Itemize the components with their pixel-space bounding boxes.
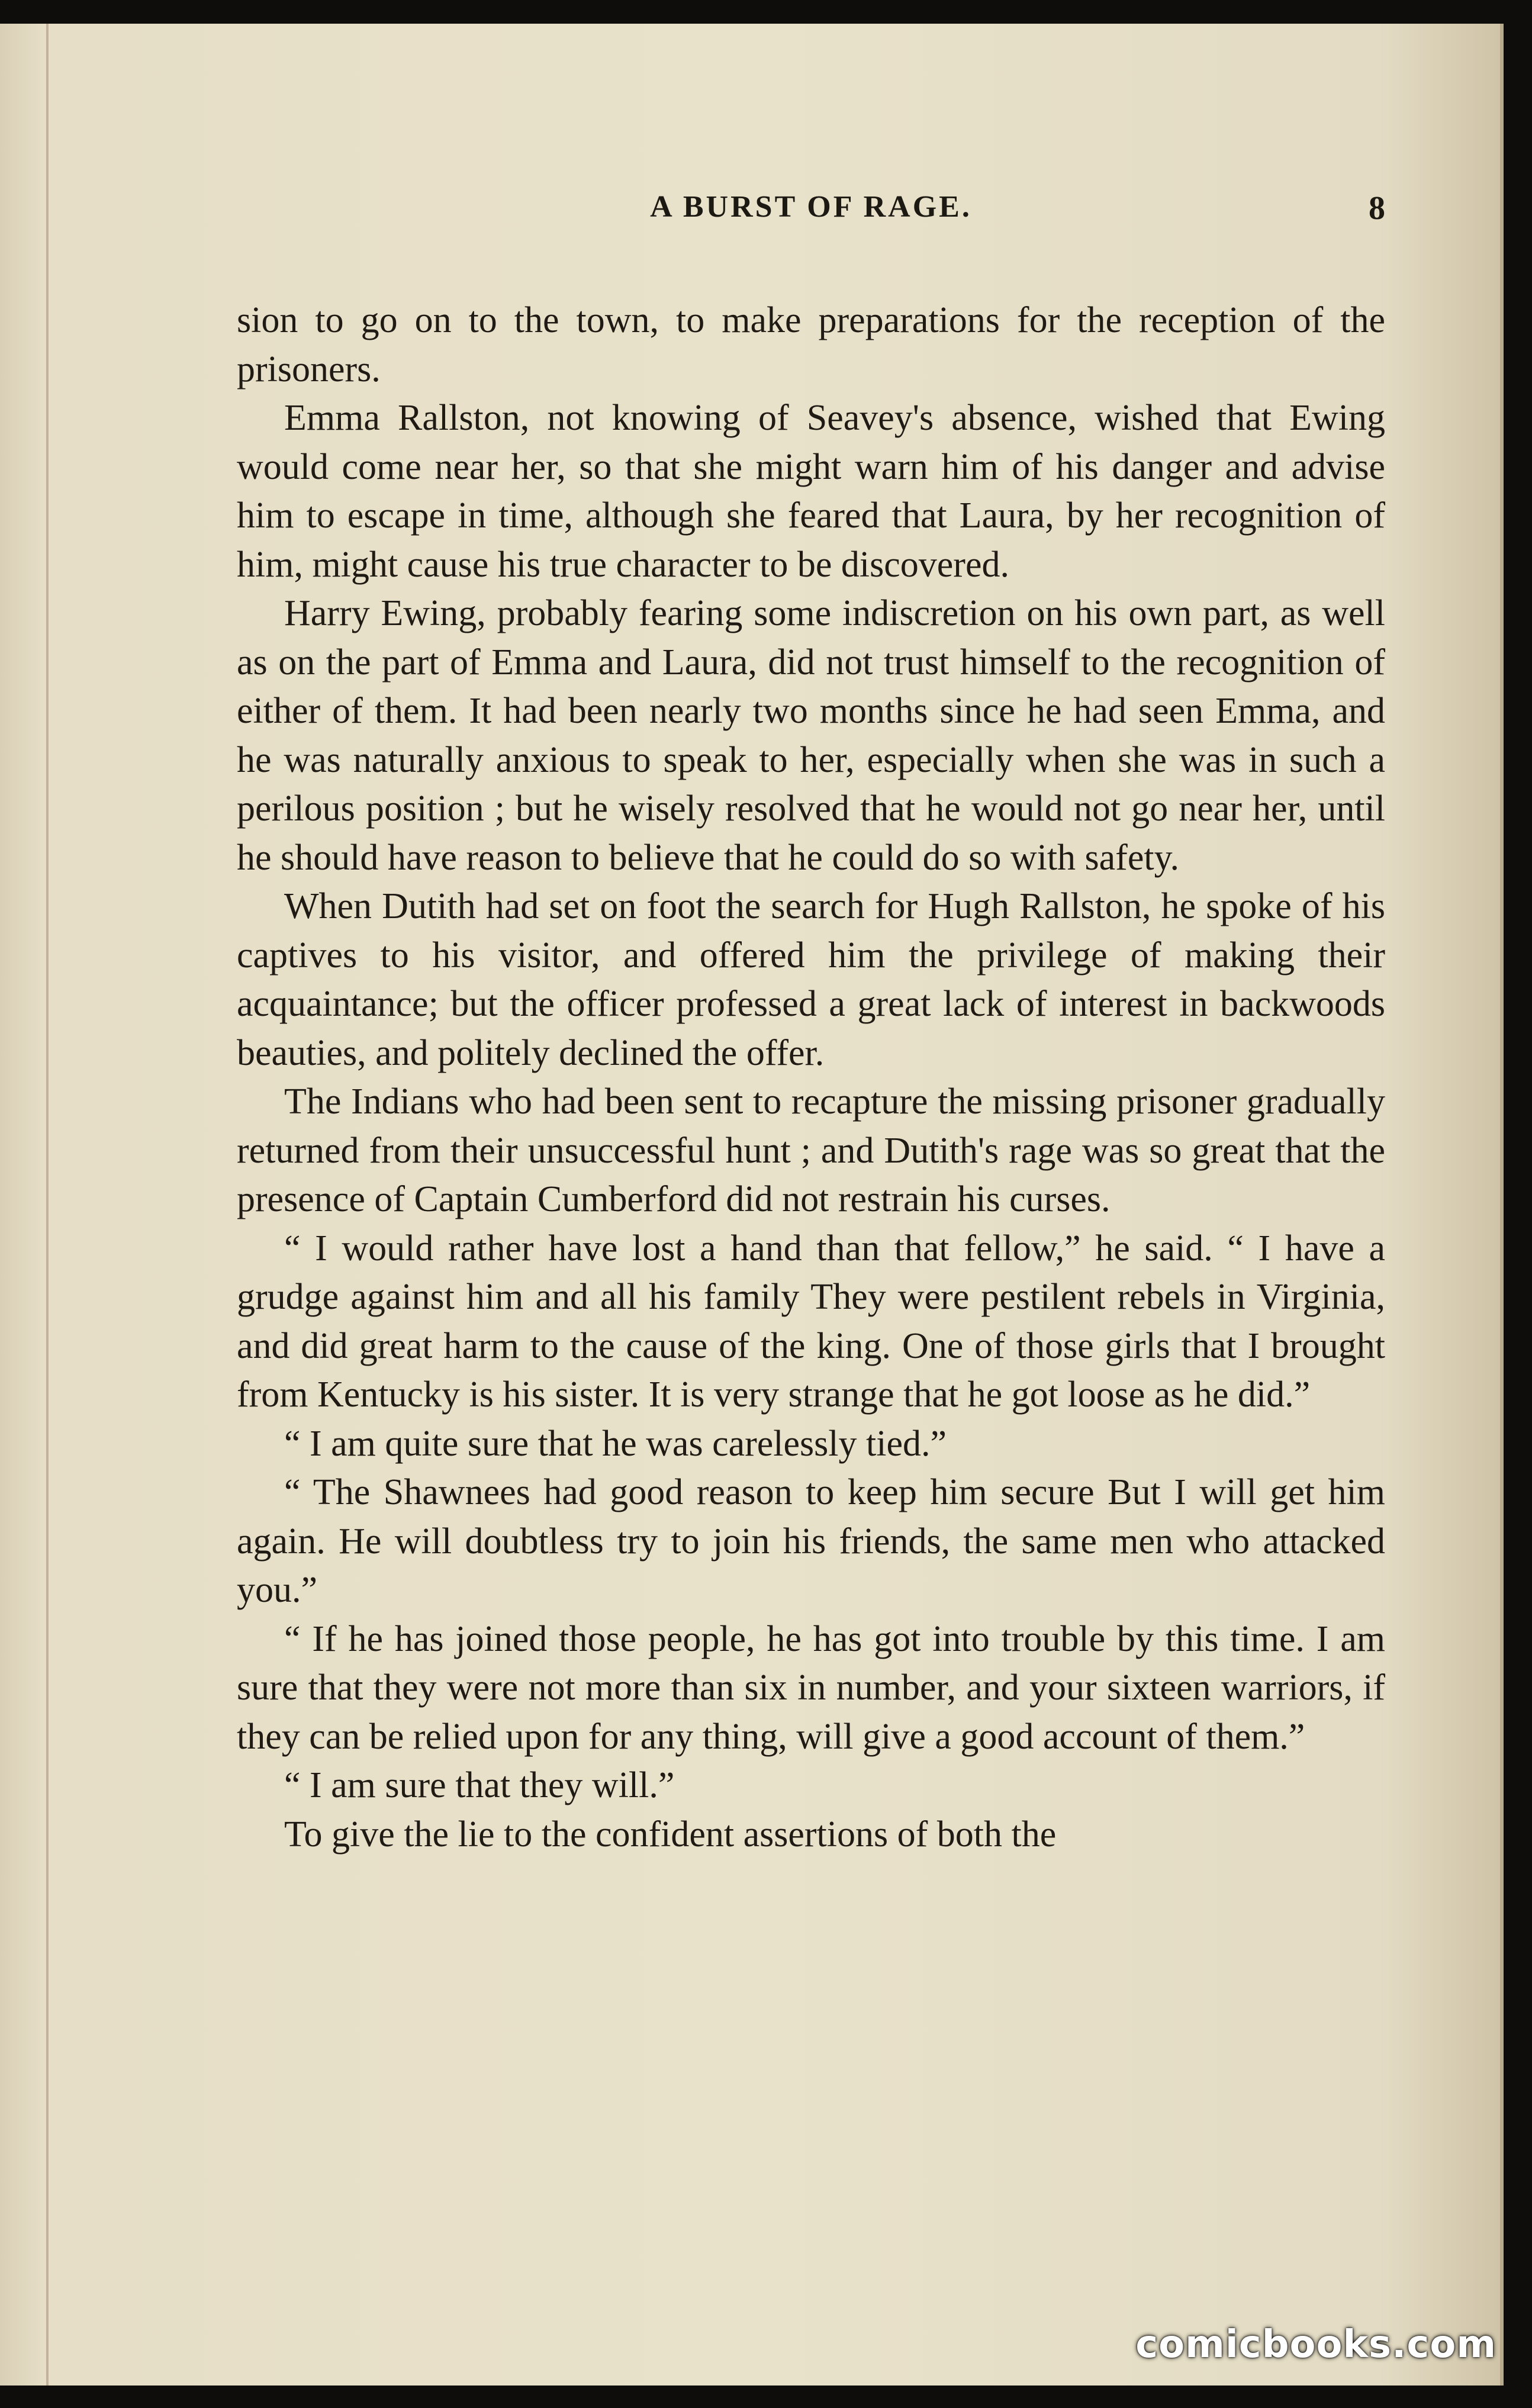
paragraph: sion to go on to the town, to make preparations for the reception of the prisoners. [237,300,1385,389]
paragraph: When Dutith had set on foot the search for Hugh Rallston, he spoke of his captives to his visitor, and offered him the privilege of making their acquaintance; but the officer professed a great lack of interest in backwoods beauties, and politely declined the offer. [237,886,1385,1073]
site-watermark: comicbooks.com [1135,2323,1496,2367]
book-page [0,24,1504,2386]
paragraph: “ I would rather have lost a hand than that fellow,” he said. “ I have a grudge against him and all his family They were pestilent rebels in Virginia, and did great harm to the cause of the king. One of those girls that I brought from Kentucky is his sister. It is very strange that he got loose as he did.” [237,1228,1385,1415]
page-header [237,189,1385,243]
paragraph: “ I am sure that they will.” [284,1765,675,1805]
paragraph: “ I am quite sure that he was carelessly tied.” [284,1423,947,1464]
body-text [237,296,1385,1859]
running-head: A BURST OF RAGE. [650,190,972,224]
paragraph: To give the lie to the confident assertions of both the [284,1814,1057,1855]
paragraph: The Indians who had been sent to recapture the missing prisoner gradually returned from their unsuccessful hunt ; and Dutith's rage was so great that the presence of Captain Cumberford did not restrain his curses. [237,1081,1385,1219]
paragraph: Emma Rallston, not knowing of Seavey's absence, wished that Ewing would come near her, so that she might warn him of his danger and advise him to escape in time, although she feared that Laura, by her recognition of him, might cause his true character to be discovered. [237,398,1385,585]
page-number: 8 [1369,190,1385,227]
paragraph: “ The Shawnees had good reason to keep him secure But I will get him again. He will doubtless try to join his friends, the same men who attacked you.” [237,1472,1385,1610]
paragraph: Harry Ewing, probably fearing some indiscretion on his own part, as well as on the part of Emma and Laura, did not trust himself to the recognition of either of them. It had been nearly two months since he had seen Emma, and he was naturally anxious to speak to her, especially when she was in such a perilous position ; but he wisely resolved that he would not go near her, until he should have reason to believe that he could do so with safety. [237,593,1385,878]
paragraph: “ If he has joined those people, he has got into trouble by this time. I am sure that they were not more than six in number, and your sixteen warriors, if they can be relied upon for any thing, will give a good account of them.” [237,1618,1385,1757]
